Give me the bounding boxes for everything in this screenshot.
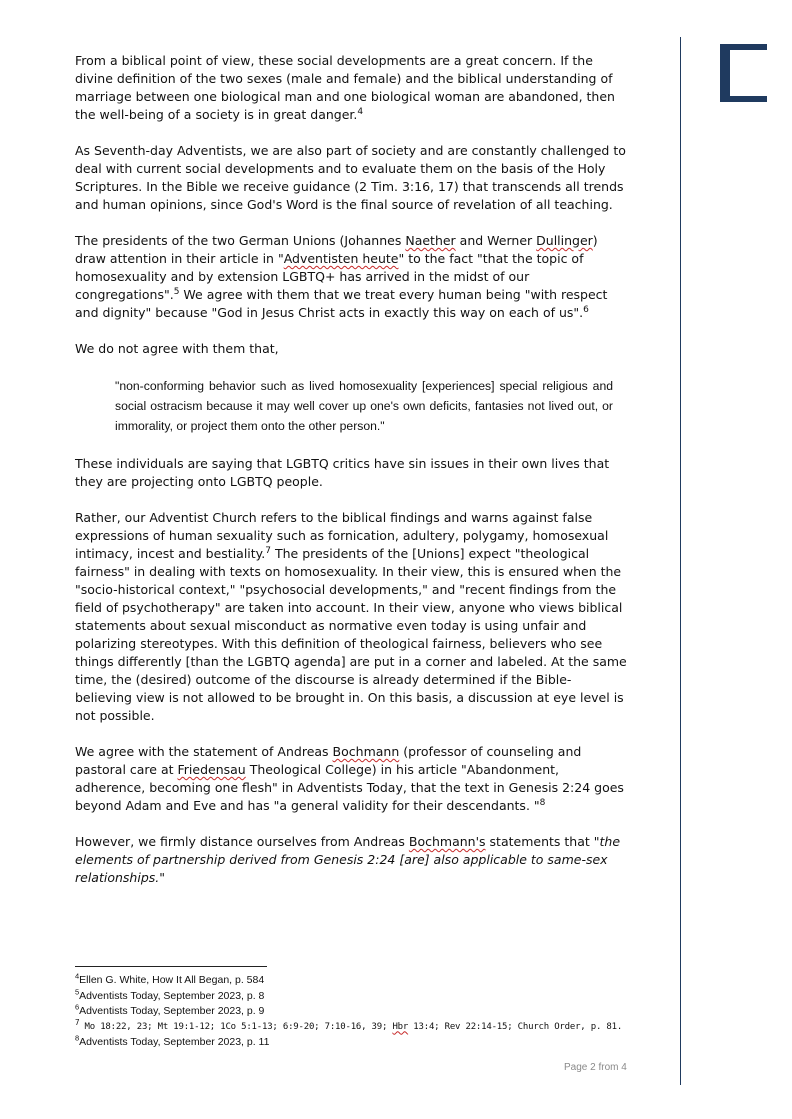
spellcheck-word[interactable]: Naether	[405, 233, 456, 248]
page-number: Page 2 from 4	[564, 1062, 627, 1073]
paragraph-2: As Seventh-day Adventists, we are also part of society and are constantly challenged to deal with current social developments and to evaluate them on the basis of the Holy Scriptures. In the Bible we receive guidance (2 Tim. 3:16, 17) that transcends all trends and human opinions, since God's Word is the final source of revelation of all teaching.	[75, 143, 626, 212]
footnote-ref-5[interactable]: 5	[173, 286, 180, 297]
margin-rule	[680, 37, 681, 1085]
spellcheck-word[interactable]: Dullinger	[536, 233, 593, 248]
paragraph-4: We do not agree with them that,	[75, 341, 279, 356]
footnote-ref-8[interactable]: 8	[539, 797, 546, 808]
bracket-logo-icon	[720, 44, 767, 102]
footnote-ref-7[interactable]: 7	[265, 545, 271, 556]
footnote-7: $^7$ Mo 18:22, 23; Mt 19:1-12; 1Co 5:1-13; 6:9-20; 7:10-16, 39; Hbr 13:4; Rev 22:14-15; Church Order, p. 81.	[75, 1017, 623, 1032]
footnote-5: $^5$Adventists Today, September 2023, p. 8	[75, 987, 265, 1002]
spellcheck-word[interactable]: Bochmann's	[408, 834, 486, 849]
paragraph-7: We agree with the statement of Andreas Bochmann (professor of counseling and pastoral care at Friedensau Theological College) in his article "Abandonment, adherence, becoming one flesh" in Adventists Today, that the text in Genesis 2:24 goes beyond Adam and Eve and has "a general validity for their descendants. "$^8$	[75, 744, 624, 813]
paragraph-3: The presidents of the two German Unions (Johannes Naether and Werner Dullinger) draw attention in their article in "Adventisten heute" to the fact "that the topic of homosexuality and by extension LGBTQ+ has arrived in the midst of our congregations".$^5$ We agree with them that we treat every human being "with respect and dignity" because "God in Jesus Christ acts in exactly this way on each of us".$^6$	[75, 233, 608, 320]
footnotes	[75, 973, 622, 1051]
spellcheck-word[interactable]: Adventisten heute	[283, 251, 399, 266]
spellcheck-word[interactable]: Bochmann	[332, 744, 400, 759]
paragraph-8: However, we firmly distance ourselves from Andreas Bochmann's statements that "the elements of partnership derived from Genesis 2:24 [are] also applicable to same-sex relationships."	[75, 834, 621, 885]
footnote-6: $^6$Adventists Today, September 2023, p. 9	[75, 1002, 265, 1017]
footnote-8: $^8$Adventists Today, September 2023, p. 11	[75, 1033, 270, 1048]
document-body	[75, 52, 627, 905]
paragraph-6: Rather, our Adventist Church refers to the biblical findings and warns against false expressions of human sexuality such as fornication, adultery, polygamy, homosexual intimacy, incest and bestiality.$^7$ The presidents of the [Unions] expect "theological fairness" in dealing with texts on homosexuality. In their view, this is ensured when the "socio-historical context," "psychosocial developments," and "recent findings from the field of psychotherapy" are taken into account. In their view, anyone who views biblical statements about sexual misconduct as normative even today is using unfair and polarizing stereotypes. With this definition of theological fairness, believers who see things differently [than the LGBTQ agenda] are put in a corner and labeled. At the same time, the (desired) outcome of the discourse is already determined if the Bible-believing view is not allowed to be brought in. On this basis, a discussion at eye level is not possible.	[75, 510, 627, 723]
footnote-separator	[75, 966, 267, 967]
footnote-ref-4[interactable]: 4	[357, 106, 364, 117]
paragraph-5: These individuals are saying that LGBTQ critics have sin issues in their own lives that they are projecting onto LGBTQ people.	[75, 456, 610, 489]
paragraph-1: From a biblical point of view, these social developments are a great concern. If the divine definition of the two sexes (male and female) and the biblical understanding of marriage between one biological man and one biological woman are abandoned, then the well-being of a society is in great danger.$^4$	[75, 53, 615, 122]
spellcheck-word[interactable]: Friedensau	[177, 762, 246, 777]
block-quote: "non-conforming behavior such as lived homosexuality [experiences] special religious and social ostracism because it may well cover up one's own deficits, fantasies not lived out, or immorality, or project them onto the other person."	[115, 379, 613, 433]
spellcheck-word[interactable]: Hbr	[392, 1021, 409, 1032]
footnote-4: $^4$Ellen G. White, How It All Began, p. 584	[75, 971, 265, 986]
footnote-ref-6[interactable]: 6	[583, 304, 589, 315]
italic-quote: the elements of partnership derived from Genesis 2:24 [are] also applicable to same-sex relationships."	[75, 834, 621, 885]
